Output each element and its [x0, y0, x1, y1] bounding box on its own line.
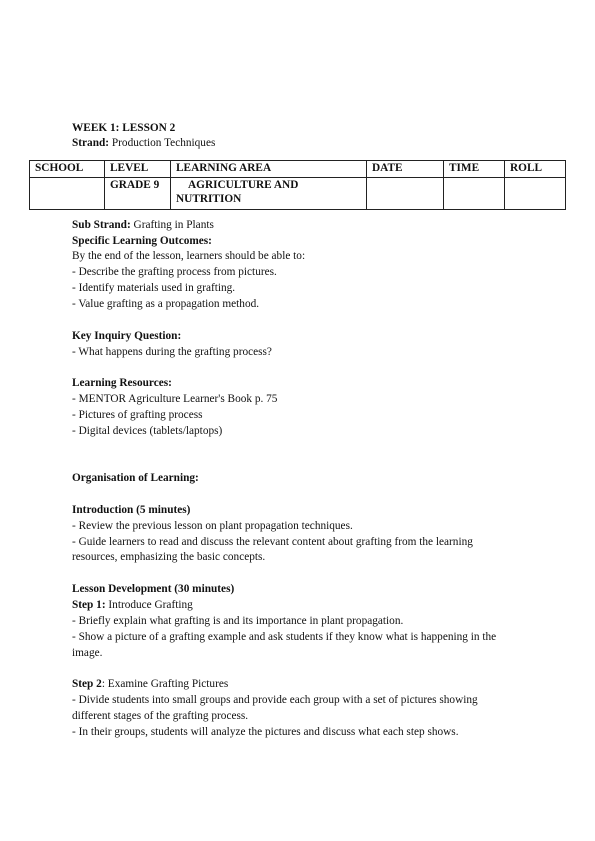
introduction-heading: Introduction (5 minutes)	[72, 504, 191, 516]
development-heading: Lesson Development (30 minutes)	[72, 583, 235, 595]
text-line: - Show a picture of a grafting example and ask students if they know what is happening in the	[72, 631, 497, 643]
col-learning-area: LEARNING AREA	[171, 161, 367, 178]
week-lesson-heading: WEEK 1: LESSON 2	[72, 122, 176, 134]
step2-line: Step 2: Examine Grafting Pictures	[72, 678, 229, 690]
col-time: TIME	[444, 161, 505, 178]
text-line: resources, emphasizing the basic concepts.	[72, 551, 266, 563]
cell-roll	[505, 178, 566, 210]
text-line: - In their groups, students will analyze the pictures and discuss what each step shows.	[72, 726, 459, 738]
list-item: - Identify materials used in grafting.	[72, 282, 236, 294]
text-line: different stages of the grafting process.	[72, 710, 249, 722]
text-line: - Guide learners to read and discuss the relevant content about grafting from the learning	[72, 536, 473, 548]
table-header-row	[30, 161, 566, 178]
list-item: - Describe the grafting process from pictures.	[72, 266, 277, 278]
sub-strand-line: Sub Strand: Grafting in Plants	[72, 219, 214, 231]
strand-line: Strand: Production Techniques	[72, 137, 216, 149]
cell-school	[30, 178, 105, 210]
list-item: - What happens during the grafting process?	[72, 346, 272, 358]
list-item: - Value grafting as a propagation method.	[72, 298, 260, 310]
cell-date	[367, 178, 444, 210]
step1-line: Step 1: Introduce Grafting	[72, 599, 193, 611]
cell-time	[444, 178, 505, 210]
outcomes-heading: Specific Learning Outcomes:	[72, 235, 212, 247]
text-line: - Review the previous lesson on plant propagation techniques.	[72, 520, 353, 532]
table-row	[30, 178, 566, 210]
col-roll: ROLL	[505, 161, 566, 178]
col-school: SCHOOL	[30, 161, 105, 178]
cell-learning-area: AGRICULTURE AND NUTRITION	[171, 178, 367, 210]
text-line: - Briefly explain what grafting is and its importance in plant propagation.	[72, 615, 404, 627]
text-line: - Divide students into small groups and provide each group with a set of pictures showing	[72, 694, 478, 706]
organisation-heading: Organisation of Learning:	[72, 472, 199, 484]
text-line: image.	[72, 647, 103, 659]
lesson-info-table	[29, 160, 566, 210]
resources-heading: Learning Resources:	[72, 377, 172, 389]
col-level: LEVEL	[105, 161, 171, 178]
col-date: DATE	[367, 161, 444, 178]
list-item: - Pictures of grafting process	[72, 409, 203, 421]
inquiry-heading: Key Inquiry Question:	[72, 330, 182, 342]
list-item: - Digital devices (tablets/laptops)	[72, 425, 223, 437]
list-item: - MENTOR Agriculture Learner's Book p. 75	[72, 393, 278, 405]
cell-level: GRADE 9	[105, 178, 171, 210]
outcomes-intro: By the end of the lesson, learners should be able to:	[72, 250, 306, 262]
